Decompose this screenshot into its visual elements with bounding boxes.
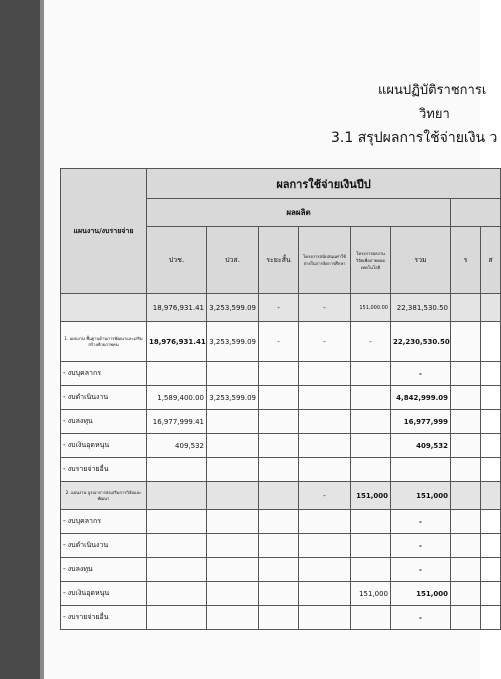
row-label: - งบบุคลากร bbox=[61, 362, 147, 386]
cell-empty bbox=[451, 558, 481, 582]
cell-empty bbox=[481, 322, 501, 362]
cell bbox=[299, 606, 351, 630]
cell bbox=[299, 534, 351, 558]
cell-empty bbox=[481, 410, 501, 434]
cell bbox=[259, 410, 299, 434]
col-header: โครงการผลงานวิจัยเพื่อถ่ายทอดเทคโนโลยี bbox=[351, 227, 391, 294]
cell bbox=[259, 482, 299, 510]
cell-empty bbox=[481, 510, 501, 534]
table-row bbox=[61, 322, 501, 362]
cell-empty bbox=[451, 606, 481, 630]
table-row bbox=[61, 582, 501, 606]
cell: 3,253,599.09 bbox=[207, 386, 259, 410]
cell bbox=[351, 534, 391, 558]
col-header: โครงการสนับสนุนค่าใช้จ่ายในการจัดการศึกษา bbox=[299, 227, 351, 294]
row-header: แผนงาน/งบรายจ่าย bbox=[61, 169, 147, 294]
row-label: - งบบุคลากร bbox=[61, 510, 147, 534]
cell: 18,976,931.41 bbox=[147, 322, 207, 362]
cell-empty bbox=[451, 434, 481, 458]
cell bbox=[259, 362, 299, 386]
col-header: ส bbox=[481, 227, 501, 294]
cell: - bbox=[299, 322, 351, 362]
cell: - bbox=[299, 294, 351, 322]
row-label: - งบดำเนินงาน bbox=[61, 534, 147, 558]
cell: 18,976,931.41 bbox=[147, 294, 207, 322]
section-heading: 3.1 สรุปผลการใช้จ่ายเงิน ว bbox=[331, 130, 498, 146]
cell bbox=[147, 482, 207, 510]
cell: 3,253,599.09 bbox=[207, 322, 259, 362]
cell bbox=[207, 434, 259, 458]
row-label: 1. แผนงาน พื้นฐานด้านการพัฒนาและเสริมสร้างศักยภาพคน bbox=[61, 322, 147, 362]
row-label: 2. แผนงาน บูรณาการส่งเสริมการวิจัยและพัฒนา bbox=[61, 482, 147, 510]
row-label: - งบรายจ่ายอื่น bbox=[61, 458, 147, 482]
cell bbox=[299, 582, 351, 606]
cell bbox=[351, 434, 391, 458]
cell: - bbox=[259, 322, 299, 362]
cell bbox=[147, 362, 207, 386]
cell: 409,532 bbox=[391, 434, 451, 458]
cell: 151,000 bbox=[391, 582, 451, 606]
cell: 4,842,999.09 bbox=[391, 386, 451, 410]
cell: - bbox=[391, 534, 451, 558]
cell bbox=[351, 558, 391, 582]
cell-empty bbox=[451, 322, 481, 362]
cell: 3,253,599.09 bbox=[207, 294, 259, 322]
row-label: - งบลงทุน bbox=[61, 558, 147, 582]
col-header: ปวส. bbox=[207, 227, 259, 294]
table-row bbox=[61, 434, 501, 458]
cell bbox=[207, 482, 259, 510]
cell bbox=[147, 582, 207, 606]
cell bbox=[259, 510, 299, 534]
cell: 16,977,999 bbox=[391, 410, 451, 434]
table-row bbox=[61, 534, 501, 558]
cell bbox=[351, 458, 391, 482]
cell bbox=[147, 510, 207, 534]
table-row bbox=[61, 558, 501, 582]
cell: 409,532 bbox=[147, 434, 207, 458]
row-label: - งบลงทุน bbox=[61, 410, 147, 434]
cell-empty bbox=[481, 482, 501, 510]
group-header: ผลการใช้จ่ายเงินปีป bbox=[147, 169, 501, 199]
cell bbox=[147, 558, 207, 582]
cell: - bbox=[351, 322, 391, 362]
binder-spine bbox=[0, 0, 40, 679]
cell bbox=[351, 386, 391, 410]
cell: 16,977,999.41 bbox=[147, 410, 207, 434]
table-row bbox=[61, 294, 501, 322]
document-subtitle: วิทยา bbox=[419, 107, 450, 122]
cell bbox=[351, 510, 391, 534]
row-label: - งบเงินอุดหนุน bbox=[61, 434, 147, 458]
cell: - bbox=[299, 482, 351, 510]
cell bbox=[391, 458, 451, 482]
cell bbox=[351, 362, 391, 386]
cell bbox=[259, 386, 299, 410]
cell bbox=[207, 458, 259, 482]
cell-empty bbox=[481, 458, 501, 482]
cell-empty bbox=[481, 386, 501, 410]
cell bbox=[147, 458, 207, 482]
cell bbox=[299, 386, 351, 410]
document-title: แผนปฏิบัติราชการเ bbox=[378, 83, 487, 98]
cell bbox=[147, 534, 207, 558]
cell: 151,000 bbox=[391, 482, 451, 510]
cell bbox=[207, 410, 259, 434]
table-row bbox=[61, 410, 501, 434]
cell bbox=[299, 510, 351, 534]
cell-empty bbox=[481, 434, 501, 458]
cell-empty bbox=[451, 510, 481, 534]
cell bbox=[299, 434, 351, 458]
table-row bbox=[61, 362, 501, 386]
row-label: - งบรายจ่ายอื่น bbox=[61, 606, 147, 630]
cell bbox=[259, 534, 299, 558]
output-header: ผลผลิต bbox=[147, 199, 451, 227]
cell: 22,381,530.50 bbox=[391, 294, 451, 322]
cell-empty bbox=[481, 362, 501, 386]
cell bbox=[207, 606, 259, 630]
cell bbox=[259, 606, 299, 630]
cell bbox=[299, 410, 351, 434]
cell-empty bbox=[481, 558, 501, 582]
cell bbox=[207, 534, 259, 558]
header-row-group bbox=[61, 169, 501, 199]
col-header: ปวช. bbox=[147, 227, 207, 294]
cell-empty bbox=[481, 582, 501, 606]
cell-empty bbox=[451, 482, 481, 510]
cell: 151,000 bbox=[351, 582, 391, 606]
budget-table bbox=[60, 168, 501, 630]
header-blank bbox=[451, 199, 501, 227]
cell: 151,000 bbox=[351, 482, 391, 510]
cell-empty bbox=[451, 410, 481, 434]
col-header: รวม bbox=[391, 227, 451, 294]
cell bbox=[351, 606, 391, 630]
cell-empty bbox=[481, 294, 501, 322]
cell bbox=[207, 510, 259, 534]
cell bbox=[259, 582, 299, 606]
cell: - bbox=[259, 294, 299, 322]
cell bbox=[299, 458, 351, 482]
cell bbox=[259, 558, 299, 582]
cell: - bbox=[391, 510, 451, 534]
cell: - bbox=[391, 362, 451, 386]
cell bbox=[207, 558, 259, 582]
row-label: - งบเงินอุดหนุน bbox=[61, 582, 147, 606]
table-row bbox=[61, 482, 501, 510]
cell: - bbox=[391, 558, 451, 582]
col-header: ระยะสั้น bbox=[259, 227, 299, 294]
table-row bbox=[61, 606, 501, 630]
cell-empty bbox=[451, 362, 481, 386]
row-label: - งบดำเนินงาน bbox=[61, 386, 147, 410]
cell bbox=[351, 410, 391, 434]
cell bbox=[259, 458, 299, 482]
cell: 1,589,400.00 bbox=[147, 386, 207, 410]
cell-empty bbox=[481, 606, 501, 630]
row-label bbox=[61, 294, 147, 322]
cell-empty bbox=[451, 534, 481, 558]
cell-empty bbox=[481, 534, 501, 558]
cell: - bbox=[391, 606, 451, 630]
table-row bbox=[61, 458, 501, 482]
cell bbox=[299, 362, 351, 386]
cell bbox=[207, 582, 259, 606]
table-row bbox=[61, 386, 501, 410]
cell bbox=[147, 606, 207, 630]
col-header: ร bbox=[451, 227, 481, 294]
cell-empty bbox=[451, 294, 481, 322]
cell bbox=[207, 362, 259, 386]
cell bbox=[299, 558, 351, 582]
cell-empty bbox=[451, 582, 481, 606]
cell: 151,000.00 bbox=[351, 294, 391, 322]
cell bbox=[259, 434, 299, 458]
cell-empty bbox=[451, 458, 481, 482]
table-row bbox=[61, 510, 501, 534]
cell-empty bbox=[451, 386, 481, 410]
cell: 22,230,530.50 bbox=[391, 322, 451, 362]
